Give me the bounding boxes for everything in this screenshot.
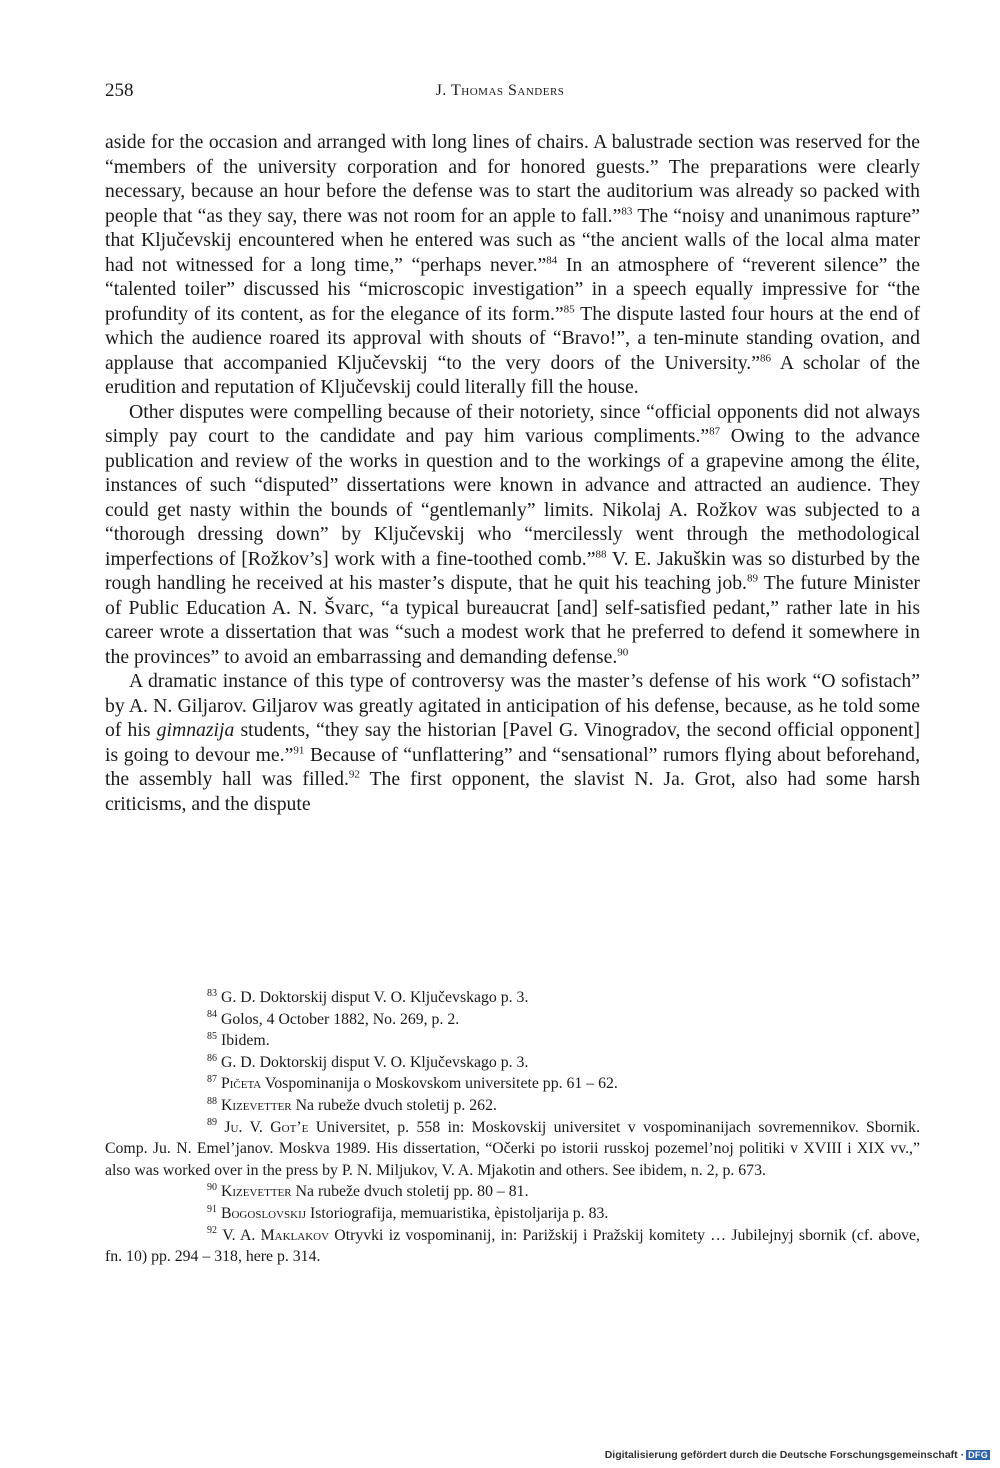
text-run: G. D. Doktorskij disput V. O. Ključevskago p. 3. xyxy=(220,1053,529,1071)
footnote: $^{87}$ Pičeta Vospominanija o Moskovskom universitete pp. 61 – 62. xyxy=(207,1074,618,1093)
author-name: V. A. Maklakov xyxy=(222,1226,330,1244)
text-run: Vospominanija o Moskovskom universitete pp. 61 – 62. xyxy=(261,1075,618,1093)
footnote-ref: 91 xyxy=(293,743,305,756)
dfg-logo: DFG xyxy=(968,1450,988,1460)
footnote: $^{88}$ Kizevetter Na rubeže dvuch stoletij p. 262. xyxy=(207,1095,497,1114)
running-head xyxy=(0,82,1000,100)
running-head-text: J. Thomas Sanders xyxy=(435,82,565,99)
text-run: Na rubeže dvuch stoletij pp. 80 – 81. xyxy=(291,1183,529,1201)
text-run: Istoriografija, memuaristika, èpistoljarija p. 83. xyxy=(306,1204,609,1222)
text-run: Universitet, p. 558 in: Moskovskij universitet v vospominanijach sovremennikov. Sbornik. Comp. Ju. N. Emel’janov. Moskva 1989. His dissertation, “Očerki po istorii russkoj pozemel’noj politiki v XVIII i XIX vv.,” also was worked over in the press by P. N. Miljukov, V. A. Mjakotin and others. See ibidem, n. 2, p. 673. xyxy=(105,1118,921,1179)
body-text xyxy=(105,130,920,816)
author-name: Bogoslovskij xyxy=(220,1204,307,1222)
text-run: In an atmosphere of “reverent silence” the “talented toiler” discussed his “microscopic investigation” in a speech equally impressive for “the profundity of its content, as for the elegance of its form.” xyxy=(105,253,920,325)
footnote-ref: 89 xyxy=(746,572,758,585)
footnote-ref: 88 xyxy=(595,547,607,560)
footnote: $^{90}$ Kizevetter Na rubeže dvuch stoletij pp. 80 – 81. xyxy=(207,1182,529,1201)
text-run: A dramatic instance of this type of controversy was the master’s defense of his work “O sofistach” by A. N. Giljarov. Giljarov was greatly agitated in anticipation of his defense, because, as he told some of his xyxy=(105,670,920,741)
credit-text: Digitalisierung gefördert durch die Deutsche Forschungsgemeinschaft · xyxy=(604,1449,965,1461)
text-run: Owing to the advance publication and review of the works in question and to the workings of a grapevine among the élite, instances of such “disputed” dissertations were known in advance and attracted an audience. They could get nasty within the bounds of “gentlemanly” limits. Nikolaj A. Rožkov was subjected to a “thorough dressing down” by Ključevskij who “mercilessly went through the methodological imperfections of [Rožkov’s] work with a fine-toothed comb.” xyxy=(105,425,920,570)
text-run: Ibidem. xyxy=(220,1032,270,1050)
text-run: A scholar of the erudition and reputation of Ključevskij could literally fill the house. xyxy=(105,351,921,398)
text-run: The “noisy and unanimous rapture” that Ključevskij encountered when he entered was such as “the ancient walls of the local alma mater had not witnessed for a long time,” “perhaps never.” xyxy=(105,204,920,276)
text-run: The future Minister of Public Education A. N. Švarc, “a typical bureaucrat [and] self-satisfied pedant,” rather late in his career wrote a dissertation that was “such a modest work that he preferred to defend it somewhere in the provinces” to avoid an embarrassing and demanding defense. xyxy=(105,572,920,668)
paragraph xyxy=(105,400,920,670)
digitization-credit xyxy=(605,1449,990,1461)
author-name: Ju. V. Got’e xyxy=(224,1118,309,1136)
text-run: Otryvki iz vospominanij, in: Parižskij i Pražskij komitety … Jubilejnyj sbornik (cf. above, fn. 10) pp. 294 – 318, here p. 314. xyxy=(105,1226,920,1266)
text-run: Other disputes were compelling because of their notoriety, since “official opponents did not always simply pay court to the candidate and pay him various compliments.” xyxy=(105,400,920,447)
text-run: G. D. Doktorskij disput V. O. Ključevskago p. 3. xyxy=(220,989,529,1006)
page-number: 258 xyxy=(105,80,134,101)
footnote-ref: 83 xyxy=(621,204,633,217)
text-run: V. E. Jakuškin was so disturbed by the rough handling he received at his master’s dispute, that he quit his teaching job. xyxy=(105,547,920,594)
footnote-ref: 86 xyxy=(759,351,771,364)
footnote-ref: 84 xyxy=(546,253,558,266)
footnote: $^{83}$ G. D. Doktorskij disput V. O. Ključevskago p. 3. xyxy=(207,987,529,1006)
footnote: $^{91}$ Bogoslovskij Istoriografija, memuaristika, èpistoljarija p. 83. xyxy=(207,1203,609,1222)
author-name: Pičeta xyxy=(220,1075,262,1093)
footnote-ref: 92 xyxy=(348,768,360,781)
paragraph xyxy=(105,669,920,816)
italic-term: gimnazija xyxy=(156,719,235,741)
footnote: $^{89}$ Ju. V. Got’e Universitet, p. 558 in: Moskovskij universitet v vospominanijach sovremennikov. Sbornik. Comp. Ju. N. Emel’janov. Moskva 1989. His dissertation, “Očerki po istorii russkoj pozemel’noj politiki v XVIII i XIX vv.,” also was worked over in the press by P. N. Miljukov, V. A. Mjakotin and others. See ibidem, n. 2, p. 673. xyxy=(105,1117,921,1179)
text-run: Golos, 4 October 1882, No. 269, p. 2. xyxy=(220,1010,460,1028)
text-run: Na rubeže dvuch stoletij p. 262. xyxy=(291,1096,497,1114)
footnote-ref: 90 xyxy=(617,645,629,658)
footnote: $^{86}$ G. D. Doktorskij disput V. O. Ključevskago p. 3. xyxy=(207,1052,529,1071)
author-name: Kizevetter xyxy=(220,1096,292,1114)
text-run: The first opponent, the slavist N. Ja. Grot, also had some harsh criticisms, and the dispute xyxy=(105,768,920,815)
paragraph xyxy=(105,130,920,400)
footnotes xyxy=(105,987,920,1268)
text-run: aside for the occasion and arranged with long lines of chairs. A balustrade section was reserved for the “members of the university corporation and for honored guests.” The preparations were clearly necessary, because an hour before the defense was to start the auditorium was already so packed with people that “as they say, there was not room for an apple to fall.” xyxy=(105,131,920,227)
author-name: Kizevetter xyxy=(220,1183,292,1201)
footnote: $^{85}$ Ibidem. xyxy=(207,1030,270,1050)
text-run: Because of “unflattering” and “sensational” rumors flying about beforehand, the assembly hall was filled. xyxy=(105,743,920,790)
text-run: students, “they say the historian [Pavel G. Vinogradov, the second official opponent] is going to devour me.” xyxy=(105,719,920,766)
footnote-ref: 87 xyxy=(709,425,721,438)
footnote: $^{92}$ V. A. Maklakov Otryvki iz vospominanij, in: Parižskij i Pražskij komitety … Jubilejnyj sbornik (cf. above, fn. 10) pp. 294 – 318, here p. 314. xyxy=(105,1225,920,1266)
footnote: $^{84}$ Golos, 4 October 1882, No. 269, p. 2. xyxy=(207,1009,460,1028)
text-run: The dispute lasted four hours at the end of which the audience roared its approval with shouts of “Bravo!”, a ten-minute standing ovation, and applause that accompanied Ključevskij “to the very doors of the University.” xyxy=(105,302,920,374)
footnote-ref: 85 xyxy=(563,302,575,315)
